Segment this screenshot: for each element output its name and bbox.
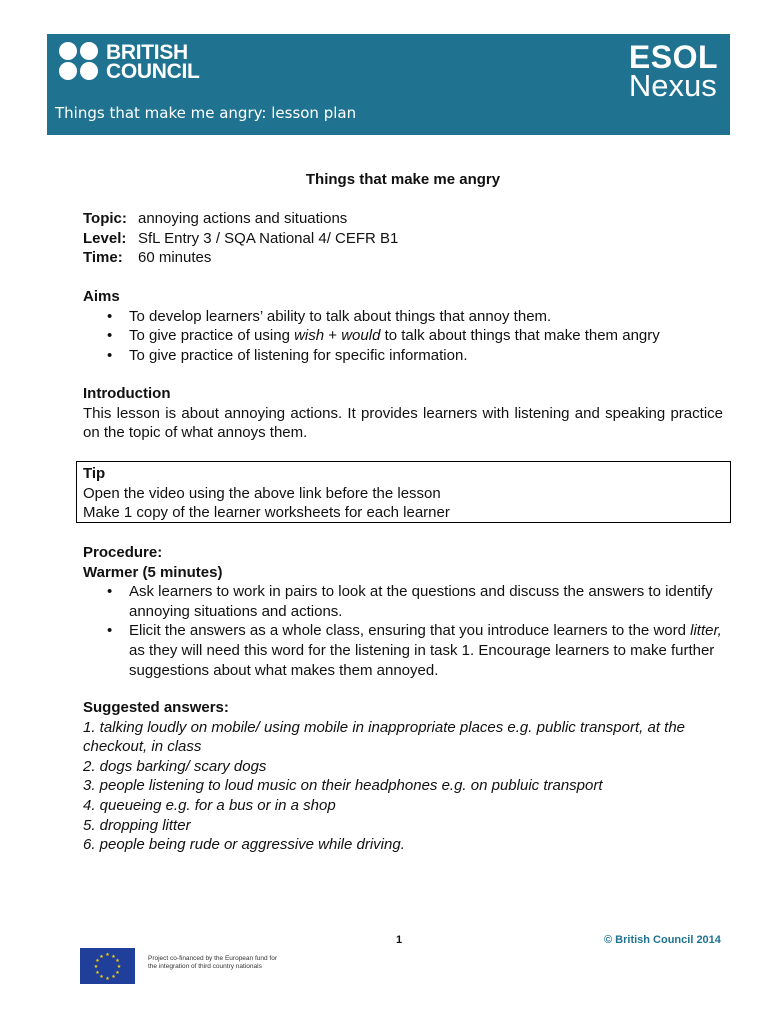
procedure-section [83, 543, 723, 680]
svg-text:★: ★ [111, 974, 116, 980]
aim-italic: would [341, 327, 381, 345]
svg-text:★: ★ [115, 958, 120, 964]
svg-text:★: ★ [95, 958, 100, 964]
svg-text:★: ★ [116, 964, 122, 970]
page-number: 1 [396, 934, 403, 946]
procedure-text: as they will need this word for the listening in task 1. Encourage learners to make further suggestions about what makes them annoyed. [129, 641, 715, 679]
esol-text: ESOL [628, 39, 718, 75]
meta-level-key: Level [83, 229, 122, 247]
warmer-heading: Warmer (5 minutes) [83, 563, 223, 581]
suggested-answers-section [83, 698, 723, 855]
aim-italic: wish [294, 327, 325, 345]
meta-time-value: 60 minutes [138, 249, 212, 267]
meta-time-key: Time [83, 249, 118, 267]
aim-text: To give practice of using [129, 327, 295, 345]
meta-level-value: SfL Entry 3 / SQA National 4/ CEFR B1 [138, 229, 399, 247]
header-banner [47, 34, 730, 135]
procedure-italic: litter, [690, 622, 722, 640]
svg-text:★: ★ [105, 976, 110, 982]
aims-heading: Aims [83, 288, 120, 305]
meta-level: Level: SfL Entry 3 / SQA National 4/ CEFR B1 [83, 229, 399, 247]
meta-topic: Topic: annoying actions and situations [83, 210, 348, 227]
answer-item: 5. dropping litter [83, 816, 191, 834]
procedure-heading: Procedure: [83, 544, 163, 561]
eu-flag-icon [80, 948, 135, 984]
tip-line: Open the video using the above link before the lesson [83, 484, 441, 502]
answer-item: 4. queueing e.g. for a bus or in a shop [83, 796, 336, 814]
meta-time: Time: 60 minutes [83, 249, 212, 267]
introduction-section [83, 384, 723, 443]
tip-heading: Tip [83, 465, 106, 482]
aim-item: • To give practice of listening for specific information. [83, 346, 723, 366]
nexus-text: Nexus [628, 68, 717, 103]
meta-topic-value: annoying actions and situations [138, 210, 348, 227]
aims-section [83, 287, 723, 365]
introduction-text: This lesson is about annoying actions. It provides learners with listening and speaking practice on the topic of what annoys them. [83, 404, 723, 442]
british-council-dots-icon [59, 42, 101, 82]
meta-topic-key: Topic [83, 210, 122, 227]
svg-text:★: ★ [95, 970, 100, 976]
svg-text:★: ★ [105, 952, 110, 958]
logo-line-2: COUNCIL [106, 60, 200, 83]
answer-item: 3. people listening to loud music on their headphones e.g. on publuic transport [83, 777, 603, 795]
lesson-meta [83, 209, 398, 268]
introduction-heading: Introduction [83, 385, 171, 402]
copyright-text: © British Council 2014 [604, 934, 721, 946]
procedure-item: • Ask learners to work in pairs to look at the questions and discuss the answers to identify annoying situations and actions. [83, 582, 723, 621]
page-title: Things that make me angry [305, 171, 501, 188]
banner-subtitle: Things that make me angry: lesson plan [55, 104, 357, 122]
svg-text:★: ★ [111, 954, 116, 960]
svg-text:★: ★ [99, 954, 104, 960]
svg-text:★: ★ [93, 964, 99, 970]
answers-heading: Suggested answers: [83, 699, 229, 716]
procedure-item [83, 621, 723, 680]
aim-item [83, 326, 723, 346]
answer-item: 6. people being rude or aggressive while driving. [83, 836, 405, 854]
answer-item: 1. talking loudly on mobile/ using mobile in inappropriate places e.g. public transport, at the checkout, in class [83, 718, 686, 756]
aim-item: • To develop learners’ ability to talk about things that annoy them. [83, 307, 723, 327]
logo-line-1: BRITISH [106, 41, 188, 64]
esol-nexus-logo [628, 39, 718, 103]
answer-item: 2. dogs barking/ scary dogs [83, 757, 267, 775]
eu-funding-note: Project co-financed by the European fund for the integration of third country nationals [148, 955, 277, 970]
aim-rest: to talk about things that make them angry [380, 327, 660, 345]
svg-text:★: ★ [99, 974, 104, 980]
tip-line: Make 1 copy of the learner worksheets for each learner [83, 504, 450, 522]
tip-box [76, 461, 731, 523]
aim-plus: + [324, 327, 342, 345]
svg-text:★: ★ [115, 970, 120, 976]
procedure-text: Elicit the answers as a whole class, ensuring that you introduce learners to the word [129, 622, 691, 640]
british-council-logo [59, 42, 200, 82]
